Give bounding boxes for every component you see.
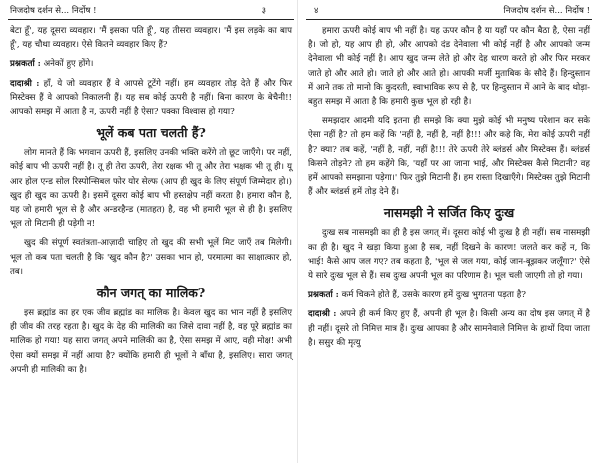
right-page (306, 0, 592, 463)
page-gutter (297, 0, 298, 463)
right-page-number: ४ (314, 6, 319, 16)
paragraph: लोग मानते हैं कि भगवान ऊपरी हैं, इसलिए उनकी भक्ति करेंगे तो छूट जाएँगे। पर नहीं, कोई बाप भी ऊपरी नहीं है। तू ही तेरा ऊपरी, तेरा रक्षक भी तू और तेरा भक्षक भी तू ही। यू आर होल एन्ड सोल रिस्पोन्सिबल फोर योर सेल्फ (आप ही खुद के लिए संपूर्ण जिम्मेदार हो।) खुद ही खुद का ऊपरी है। इसमें दूसरा कोई बाप भी हस्तक्षेप नहीं करता है। हमारा कौन है, यह जो हमारी भूल से है और अन्डरहैन्ड (मातहत) है, वह भी हमारी भूल से ही है। इसलिए भूल तो मिटानी ही पड़ेगी न! (10, 148, 292, 230)
right-page-body (306, 20, 592, 350)
questioner-label: प्रश्नकर्ता : (10, 59, 41, 70)
answer-text: हाँ, ये जो व्यवहार हैं वे आपसे टूटेंगे नहीं। हम व्यवहार तोड़ देते हैं और फिर मिस्टेक्स हैं वे आपको निकालनी हैं। यह सब कोई ऊपरी है नहीं। बिना कारण के बेचैनी!! आपको समझ में आता है न, ऊपरी नहीं है ऐसा? पक्का विश्वास हो गया? (10, 78, 292, 118)
question-text: अनेकों हुए होंगे। (43, 59, 94, 70)
right-page-header (306, 5, 592, 20)
left-page-header (8, 5, 294, 20)
left-header-title: निजदोष दर्शन से... निर्दोष ! (10, 6, 97, 16)
answer (10, 77, 292, 120)
dadashri-label: दादाश्री : (10, 78, 40, 89)
right-header-title: निजदोष दर्शन से... निर्दोष ! (503, 6, 590, 16)
section-heading: कौन जगत् का मालिक? (96, 285, 206, 301)
question-text: कर्म चिकने होते हैं, उसके कारण हमें दुःख भुगतना पड़ता है? (341, 290, 526, 301)
paragraph: खुद की संपूर्ण स्वतंत्रता-आज़ादी चाहिए तो खुद की सभी भूलें मिट जाएँ तब मिलेगी। भूल तो कब पता चलती है कि 'खुद कौन है?' उसका भान हो, परमात्मा का साक्षात्कार हो, तब। (10, 238, 292, 277)
paragraph: दुःख सब नासमझी का ही है इस जगत् में। दूसरा कोई भी दुःख है ही नहीं। सब नासमझी का ही है। खुद ने खड़ा किया हुआ है सब, नहीं दिखने के कारण! जलते कर कहें न, कि भाई! कैसे आप जल गए? तब कहता है, 'भूल से जल गया, कोई जान-बूझकर जलूँगा?' ऐसे ये सारे दुःख भूल से हैं। सब दुःख अपनी भूल का परिणाम है। भूल चली जाएगी तो हो गया। (308, 228, 590, 282)
question (10, 57, 292, 71)
section-heading: नासमझी ने सर्जित किए दुःख (383, 205, 515, 221)
answer (308, 307, 590, 350)
left-page-body (8, 20, 294, 377)
left-page-number: ३ (261, 6, 266, 16)
questioner-label: प्रश्नकर्ता : (308, 290, 339, 301)
answer-text: अपने ही कर्म किए हुए हैं, अपनी ही भूल है। किसी अन्य का दोष इस जगत् में है ही नहीं। दूसरे तो निमित्त मात्र हैं। दुःख आपका है और सामनेवाले निमित्त के हाथों दिया जाता है। ससुर की मृत्यु (308, 309, 590, 348)
dadashri-label: दादाश्री : (308, 309, 337, 320)
paragraph: हमारा ऊपरी कोई बाप भी नहीं है। यह ऊपर कौन है या यहाँ पर कौन बैठा है, ऐसा नहीं है। जो हो, यह आप ही हो, और आपको दंड देनेवाला भी कोई नहीं है और आपको जन्म देनेवाला भी कोई नहीं है। आप खुद जन्म लेते हो और देह धारण करते हो और फिर मरकर जाते हो और आते हो। जाते हो और आते हो। आपकी मर्जी मुताबिक के सौदे हैं। हिन्दुस्तान में आने तक तो मानो कि कुदरती, स्वाभाविक रूप से है, पर हिन्दुस्तान में आने के बाद थोड़ा-बहुत समझ में आता है कि हमारी कुछ भूल हो रही है। (308, 26, 590, 108)
paragraph: इस ब्रह्मांड का हर एक जीव ब्रह्मांड का मालिक है। केवल खुद का भान नहीं है इसलिए ही जीव की तरह रहता है। खुद के देह की मालिकी का जिसे दावा नहीं है, वह पूरे ब्रह्मांड का मालिक हो गया! यह सारा जगत् अपने मालिकी का है, ऐसा समझ में आए, वही मोक्ष! अभी ऐसा क्यों समझ में नहीं आया है? क्योंकि हमारी ही भूलों ने बाँधा है, इसलिए। सारा जगत् अपनी ही मालिकी का है। (10, 308, 292, 375)
question (308, 288, 590, 302)
left-page (8, 0, 294, 463)
section-heading: भूलें कब पता चलती हैं? (96, 125, 206, 141)
paragraph: समझदार आदमी यदि इतना ही समझे कि क्या मुझे कोई भी मनुष्य परेशान कर सके ऐसा नहीं है? तो हम कहें कि 'नहीं है, नहीं है, नहीं है!!! और कहे कि, मेरा कोई ऊपरी नहीं है? क्या? तब कहें, 'नहीं है, नहीं, नहीं है!!! तेरे ऊपरी तेरे ब्लंडर्स और मिस्टेक्स हैं। ब्लंडर्स किसने तोड़ने? तो हम कहेंगे कि, 'यहाँ पर आ जाना भाई, और मिस्टेक्स कैसे मिटानी? वह हमें आपको समझाना पड़ेगा।' फिर तुझे मिटानी हैं। हम रास्ता दिखाएँगे। मिस्टेक्स तुझे मिटानी हैं और ब्लंडर्स हमें तोड़ देने हैं। (308, 116, 590, 198)
paragraph: बेटा हूँ', यह दूसरा व्यवहार। 'मैं इसका पति हूँ', यह तीसरा व्यवहार। 'मैं इस लड़के का बाप हूँ', यह चौथा व्यवहार। ऐसे कितने व्यवहार किए हैं? (10, 26, 292, 51)
